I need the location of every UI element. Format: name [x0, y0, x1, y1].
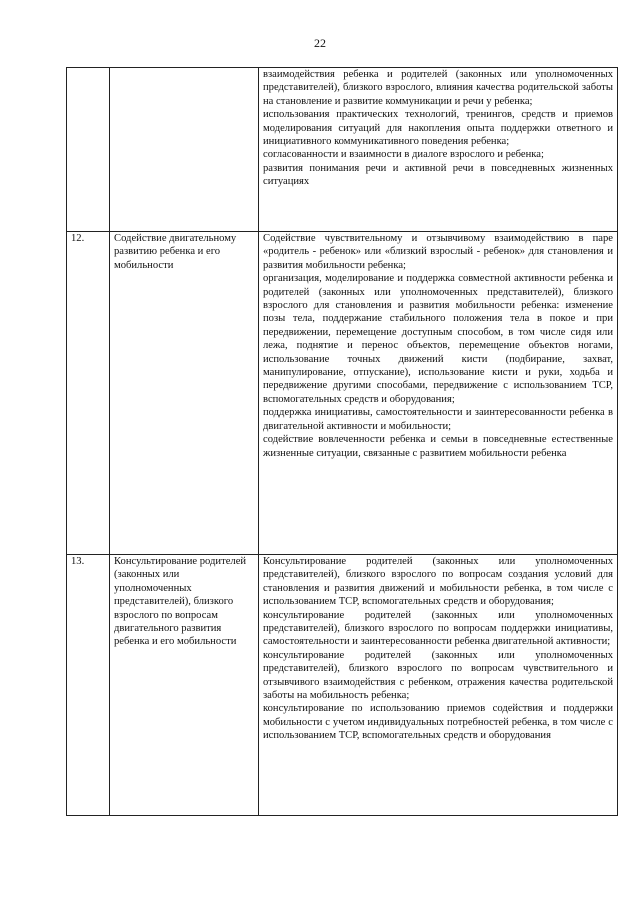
content-paragraph: Консультирование родителей (законных или уполномоченных представителей), близкого взрослого по вопросам создания условий для становления и развития движений и мобильности ребенка, в том числе с использованием ТСР, вспомогательных средств и оборудования; — [263, 556, 613, 608]
content-paragraph: поддержка инициативы, самостоятельности и заинтересованности ребенка в двигательной активности и мобильности; — [263, 407, 613, 432]
service-name: Консультирование родителей (законных или уполномоченных представителей), близкого взрослого по вопросам двигательного развития ребенка и его мобильности — [110, 555, 259, 816]
content-paragraph: развития понимания речи и активной речи в повседневных жизненных ситуациях — [263, 162, 613, 188]
content-paragraph: Содействие чувствительному и отзывчивому взаимодействию в паре «родитель - ребенок» или «близкий взрослый - ребенок» для становления и развития мобильности ребенка; — [263, 233, 613, 271]
table-row — [67, 232, 618, 555]
row-number: 13. — [67, 555, 110, 816]
content-paragraph: согласованности и взаимности в диалоге взрослого и ребенка; — [263, 149, 544, 161]
content-paragraph: использования практических технологий, тренингов, средств и приемов моделирования ситуаций для накопления опыта поддержки ответного и инициативного коммуникативного поведения ребенка; — [263, 109, 613, 148]
service-name: Содействие двигательному развитию ребенка и его мобильности — [110, 232, 259, 555]
content-paragraph: организация, моделирование и поддержка совместной активности ребенка и родителей (законных или уполномоченных представителей), близкого взрослого для становления и развития мобильности ребенка: изменение позы тела, поддержание стабильного положения тела в покое и при передвижении, перемещение доступным способом, в том числе сидя или лежа, поднятие и перенос объектов, перемещение объектов ногами, использование точных движений кисти (подбирание, захват, манипулирование, отпускание), использование кисти и руки, ходьба и передвижение другими способами, передвижение с использованием ТСР, вспомогательных средств и оборудования; — [263, 273, 613, 405]
services-table — [66, 67, 618, 816]
service-content — [259, 68, 618, 232]
row-number — [67, 68, 110, 232]
service-content — [259, 555, 618, 816]
table-row — [67, 555, 618, 816]
service-name — [110, 68, 259, 232]
row-number: 12. — [67, 232, 110, 555]
table-row — [67, 68, 618, 232]
service-content — [259, 232, 618, 555]
content-paragraph: содействие вовлеченности ребенка и семьи в повседневные естественные жизненные ситуации, связанные с развитием мобильности ребенка — [263, 434, 613, 459]
content-paragraph: консультирование родителей (законных или уполномоченных представителей), близкого взрослого по вопросам чувствительного и отзывчивого взаимодействия с ребенком, отражения качества родительской заботы на мобильность ребенка; — [263, 649, 613, 702]
content-paragraph: консультирование по использованию приемов содействия и поддержки мобильности с учетом индивидуальных потребностей ребенка, в том числе с использованием ТСР, вспомогательных средств и оборудования — [263, 703, 613, 742]
content-paragraph: консультирование родителей (законных или уполномоченных представителей), близкого взрослого по вопросам поддержки инициативы, самостоятельности и заинтересованности ребенка двигательной активности; — [263, 609, 613, 648]
page-number: 22 — [314, 36, 326, 50]
content-paragraph: взаимодействия ребенка и родителей (законных или уполномоченных представителей), близкого взрослого, влияния качества родительской заботы на становление и развитие коммуникации и речи у ребенка; — [263, 69, 613, 107]
